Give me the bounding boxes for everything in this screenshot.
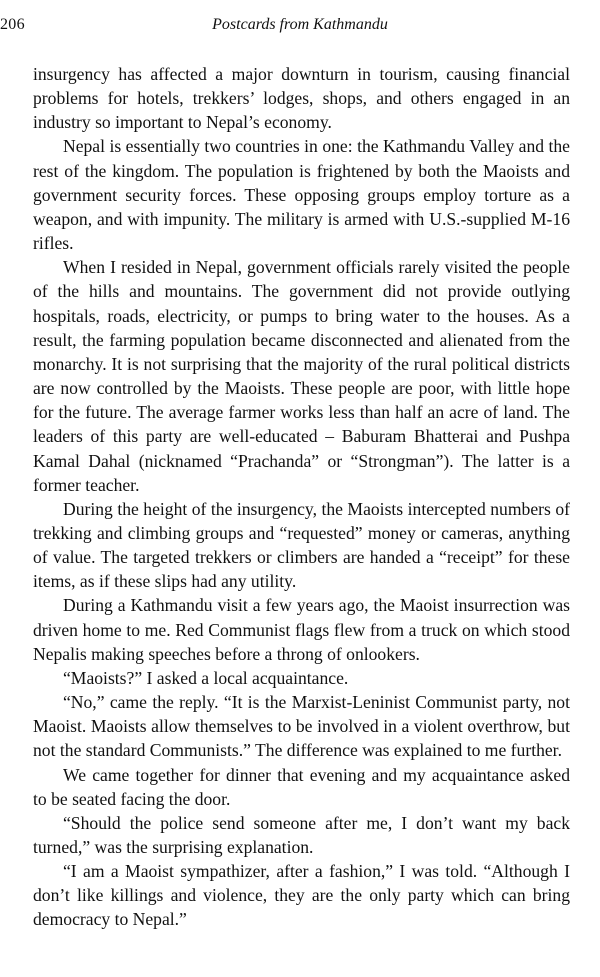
paragraph-8: We came together for dinner that evening and my acquaintance asked to be seated facing the door. <box>33 764 570 809</box>
page-number: 206 <box>0 16 25 33</box>
paragraph-9: “Should the police send someone after me, I don’t want my back turned,” was the surprising explanation. <box>33 812 570 857</box>
paragraph-4: During the height of the insurgency, the Maoists intercepted numbers of trekking and climbing groups and “requested” money or cameras, anything of value. The targeted trekkers or climbers are handed a “receipt” for these items, as if these slips had any utility. <box>33 498 570 592</box>
paragraph-3: When I resided in Nepal, government officials rarely visited the people of the hills and mountains. The government did not provide outlying hospitals, roads, electricity, or pumps to bring water to the houses. As a result, the farming population became disconnected and alienated from the monarchy. It is not surprising that the majority of the rural political districts are now controlled by the Maoists. These people are poor, with little hope for the future. The average farmer works less than half an acre of land. The leaders of this party are well-educated – Baburam Bhatterai and Pushpa Kamal Dahal (nicknamed “Prachanda” or “Strongman”). The latter is a former teacher. <box>33 257 570 495</box>
paragraph-7: “No,” came the reply. “It is the Marxist-Leninist Communist party, not Maoist. Maoists allow themselves to be involved in a violent overthrow, but not the standard Communists.” The difference was explained to me further. <box>33 692 570 761</box>
paragraph-1: insurgency has affected a major downturn in tourism, causing financial problems for hotels, trekkers’ lodges, shops, and others engaged in an industry so important to Nepal’s economy. <box>33 64 570 133</box>
paragraph-6: “Maoists?” I asked a local acquaintance. <box>63 667 349 688</box>
paragraph-5: During a Kathmandu visit a few years ago, the Maoist insurrection was driven home to me. Red Communist flags flew from a truck on which stood Nepalis making speeches before a throng of onlookers. <box>33 595 570 664</box>
paragraph-2: Nepal is essentially two countries in one: the Kathmandu Valley and the rest of the kingdom. The population is frightened by both the Maoists and government security forces. These opposing groups employ torture as a weapon, and with impunity. The military is armed with U.S.-supplied M-16 rifles. <box>33 136 570 254</box>
paragraph-10: “I am a Maoist sympathizer, after a fashion,” I was told. “Although I don’t like killings and violence, they are the only party which can bring democracy to Nepal.” <box>33 861 570 930</box>
page-header <box>0 16 600 40</box>
running-title: Postcards from Kathmandu <box>212 16 388 33</box>
body-text <box>33 62 570 932</box>
